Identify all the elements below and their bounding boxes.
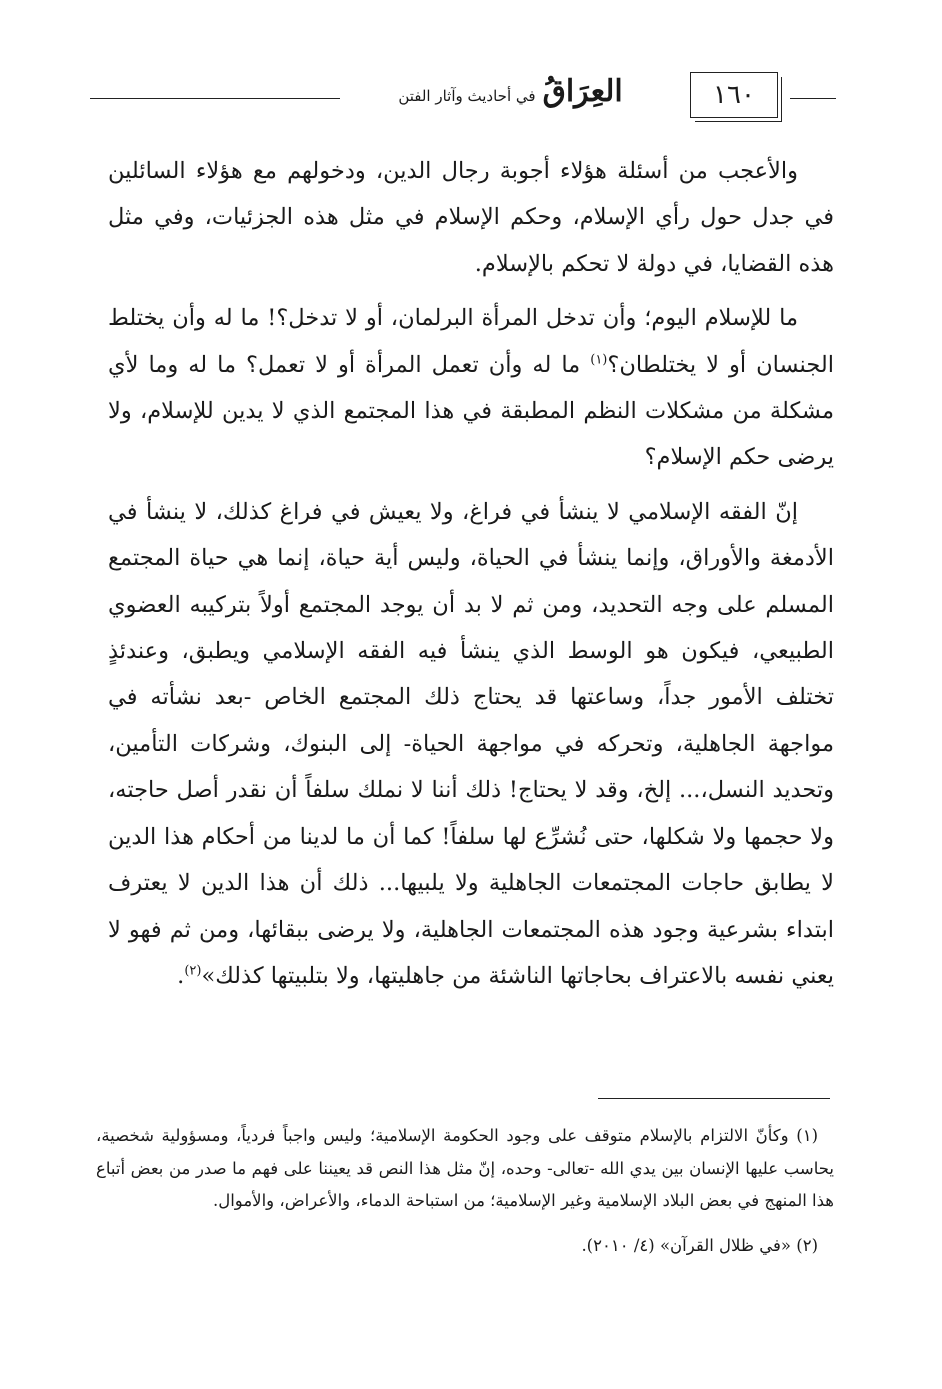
running-title-sub: في أحاديث وآثار الفتن <box>398 87 536 105</box>
footnotes <box>96 1120 834 1274</box>
paragraph-1: والأعجب من أسئلة هؤلاء أجوبة رجال الدين، ودخولهم مع هؤلاء السائلين في جدل حول رأي الإسلام، وحكم الإسلام في مثل هذه الجزئيات، وفي مثل هذه القضايا، في دولة لا تحكم بالإسلام. <box>108 158 834 277</box>
paragraph-3: إنّ الفقه الإسلامي لا ينشأ في فراغ، ولا يعيش في فراغ كذلك، لا ينشأ في الأدمغة والأوراق، وإنما ينشأ في الحياة، وليس أية حياة، إنما هي حياة المجتمع المسلم على وجه التحديد، ومن ثم لا بد أن يوجد المجتمع أولاً بتركيبه العضوي الطبيعي، فيكون هو الوسط الذي ينشأ فيه الفقه الإسلامي ويطبق، وعندئذٍ تختلف الأمور جداً، وساعتها قد يحتاج ذلك المجتمع الخاص -بعد نشأته في مواجهة الجاهلية، وتحركه في مواجهة الحياة- إلى البنوك، وشركات التأمين، وتحديد النسل،... إلخ، وقد لا يحتاج! ذلك أننا لا نملك سلفاً أن نقدر أصل حاجته، ولا حجمها ولا شكلها، حتى نُشرِّع لها سلفاً! كما أن ما لدينا من أحكام هذا الدين لا يطابق حاجات المجتمعات الجاهلية ولا يلبيها... ذلك أن هذا الدين لا يعترف ابتداء بشرعية وجود هذه المجتمعات الجاهلية، ولا يرضى ببقائها، ومن ثم فهو لا يعني نفسه بالاعتراف بحاجاتها الناشئة من جاهليتها، ولا بتلبيتها كذلك»$^{(٢)}$. <box>108 498 834 989</box>
main-text <box>108 148 834 1007</box>
page-number-box <box>690 72 782 122</box>
header-rule-left <box>90 98 340 99</box>
footnote-2: (٢) «في ظلال القرآن» (٤/ ٢٠١٠). <box>581 1235 818 1255</box>
footnote-separator <box>598 1098 830 1099</box>
paragraph-2: ما للإسلام اليوم؛ وأن تدخل المرأة البرلمان، أو لا تدخل؟! ما له وأن يختلط الجنسان أو لا يختلطان؟$^{(١)}$ ما له وأن تعمل المرأة أو لا تعمل؟ ما له وما لأي مشكلة من مشكلات النظم المطبقة في هذا المجتمع الذي لا يدين للإسلام، ولا يرضى حكم الإسلام؟ <box>108 305 834 471</box>
footnote-1: (١) وكأنّ الالتزام بالإسلام متوقف على وجود الحكومة الإسلامية؛ وليس واجباً فردياً، ومسؤولية شخصية، يحاسب عليها الإنسان بين يدي الله -تعالى- وحده، إنّ مثل هذا النص قد يعيننا على فهم ما صدر من بعض أتباع هذا المنهج في بعض البلاد الإسلامية وغير الإسلامية؛ من استباحة الدماء، والأعراض، والأموال. <box>96 1126 834 1210</box>
footnote-marker-1: (١) <box>590 352 608 368</box>
page-number: ١٦٠ <box>713 80 755 110</box>
running-title-main: العِرَاقُ <box>542 74 623 109</box>
footnote-marker-2: (٢) <box>184 963 202 979</box>
header-rule-right <box>790 98 836 99</box>
running-title <box>343 70 678 114</box>
